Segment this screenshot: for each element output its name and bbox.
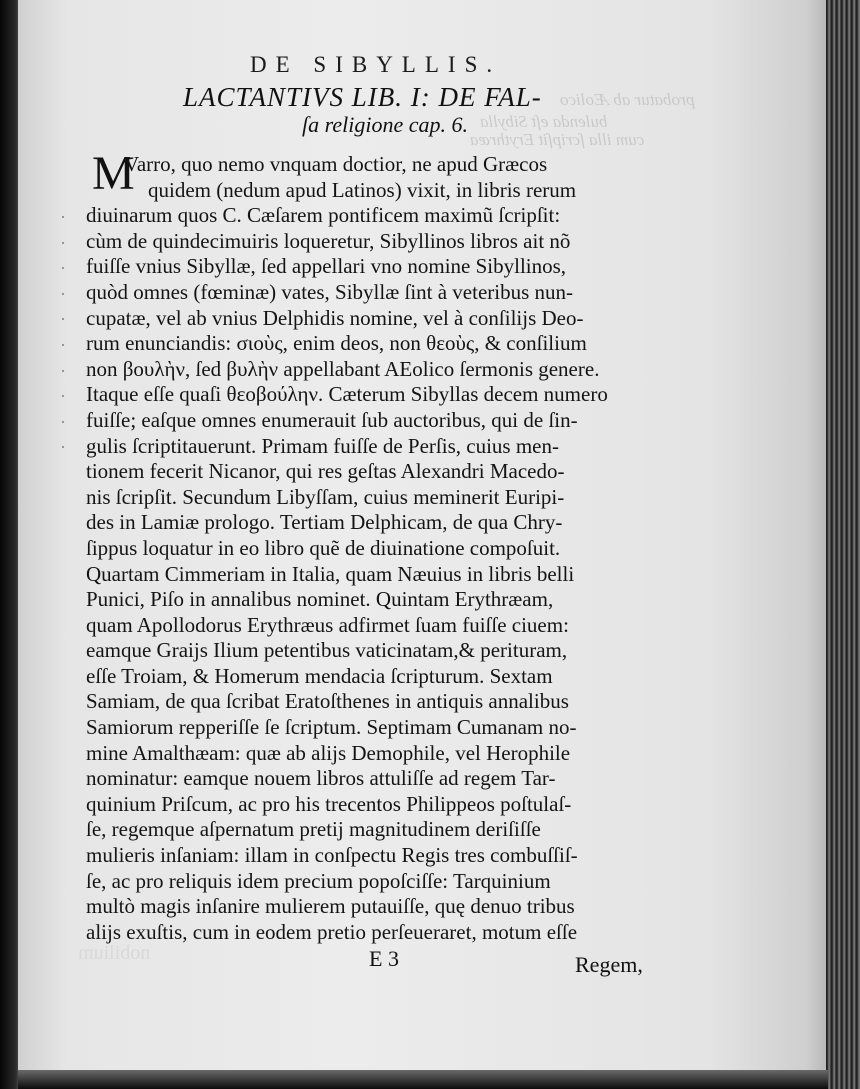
show-through-text: cum illa ſcripſit Erythræa [470,130,645,149]
text-line: ſe, regemque aſpernatum pretij magnitudinem deriſiſſe [86,817,541,842]
text-line: mine Amalthæam: quæ ab alijs Demophile, vel Herophile [86,740,571,765]
text-line: Samiorum repperiſſe ſe ſcriptum. Septimam Cumanam no- [86,715,577,740]
page-bottom-shadow [18,1070,828,1089]
text-line: Punici, Piſo in annalibus nominet. Quintam Erythræam, [86,587,554,612]
text-line: fuiſſe vnius Sibyllæ, ſed appellari vno nomine Sibyllinos, [86,254,567,279]
running-head: DE SIBYLLIS. [250,52,502,77]
text-line: Samiam, de qua ſcribat Eratoſthenes in antiquis annalibus [86,689,569,714]
text-line: eſſe Troiam, & Homerum mendacia ſcripturum. Sextam [86,663,553,688]
text-line: cupatæ, vel ab vnius Delphidis nomine, vel à conſilijs Deo- [86,305,584,330]
text-line: non βουλὴν, ſed βυλὴν appellabant AEolico ſermonis genere. [86,356,600,381]
text-line: cùm de quindecimuiris loqueretur, Sibyllinos libros ait nõ [86,228,571,253]
text-line: eamque Graijs Ilium petentibus vaticinatam,& perituram, [86,638,568,663]
text-line: quidem (nedum apud Latinos) vixit, in libris rerum [148,177,577,202]
text-line: tionem fecerit Nicanor, qui res geſtas Alexandri Macedo- [86,459,565,484]
text-line: Quartam Cimmeriam in Italia, quam Næuius in libris belli [86,561,575,586]
text-line: quòd omnes (fœminæ) vates, Sibyllæ ſint à veteribus nun- [86,279,574,304]
text-line: nis ſcripſit. Secundum Libyſſam, cuius meminerit Euripi- [86,484,565,509]
chapter-subtitle: ſa religione cap. 6. [302,112,468,137]
text-line: alijs exuſtis, cum in eodem pretio perſeueraret, motum eſſe [86,919,578,944]
text-line: rum enunciandis: σιοὺς, enim deos, non θεοὺς, & conſilium [86,331,587,356]
catchword: Regem, [575,952,643,977]
text-line: mulieris inſaniam: illam in conſpectu Regis tres combuſſiſ- [86,843,578,868]
show-through-text: nobilium [78,942,151,964]
text-line: des in Lamiæ prologo. Tertiam Delphicam, de qua Chry- [86,510,563,535]
signature-mark: E 3 [369,946,399,971]
text-line: nominatur: eamque nouem libros attuliſſe ad regem Tar- [86,766,556,791]
text-line: ſippus loquatur in eo libro quẽ de diuinatione compoſuit. [86,535,561,560]
page-edges-right [826,0,860,1089]
drop-cap: M [92,147,135,200]
text-line: fuiſſe; eaſque omnes enumerauit ſub auctoribus, qui de ſin- [86,407,578,432]
text-line: quam Apollodorus Erythræus adfirmet ſuam fuiſſe ciuem: [86,612,569,637]
show-through-text: bulenda eſt Sibylla [480,112,608,131]
show-through-text: probatur ab Æolico [560,90,695,109]
text-line: gulis ſcriptitauerunt. Primam fuiſſe de Perſis, cuius men- [86,433,559,458]
margin-marks: · · · · · · · · · · [60,207,66,458]
text-line: Itaque eſſe quaſi θεοβούλην. Cæterum Sibyllas decem numero [86,382,608,407]
chapter-title: LACTANTIVS LIB. I: DE FAL- [183,82,542,112]
text-line: ſe, ac pro reliquis idem precium popoſciſſe: Tarquinium [86,868,551,893]
text-line: Varro, quo nemo vnquam doctior, ne apud Græcos [124,152,548,176]
text-line: quinium Priſcum, ac pro his trecentos Philippeos poſtulaſ- [86,791,572,816]
text-line: diuinarum quos C. Cæſarem pontificem maximũ ſcripſit: [86,203,561,228]
body-text [86,147,686,945]
text-line: multò magis inſanire mulierem putauiſſe, quę denuo tribus [86,894,575,919]
